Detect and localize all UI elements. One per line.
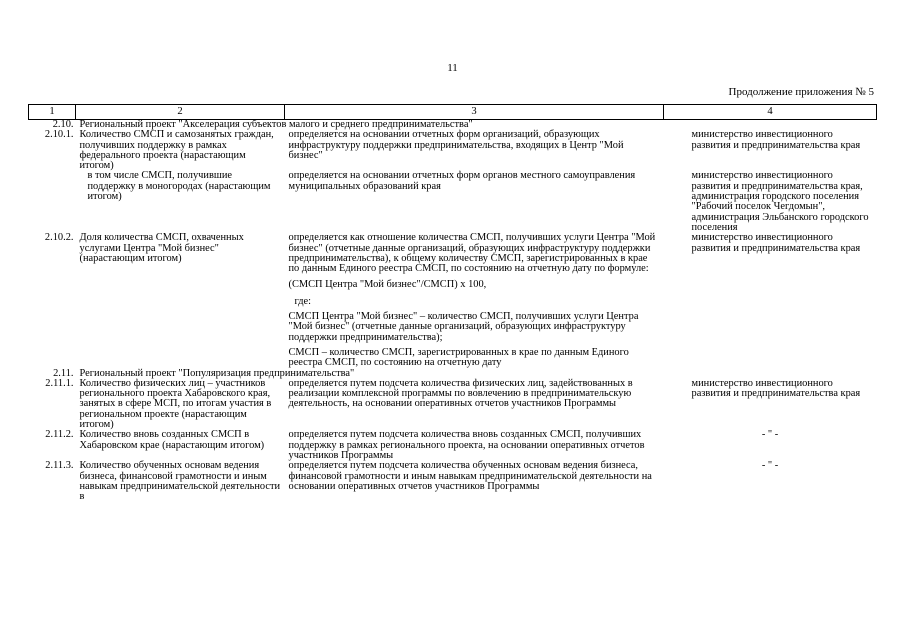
method-definition: СМСП – количество СМСП, зарегистрированных в крае по данным Единого реестра СМСП, по состоянию на отчетную дату bbox=[288, 346, 629, 369]
row-number: 2.10.2. bbox=[44, 232, 74, 244]
method-text: определяется на основании отчетных форм организаций, образующих инфраструктуру поддержки предпринимательства, входящих в Центр "Мой бизнес" bbox=[288, 129, 624, 161]
calculation-method bbox=[285, 379, 664, 430]
method-text: определяется путем подсчета количества вновь созданных СМСП, получивших поддержку в рамках регионального проекта, на основании оперативных отчетов участников Программы bbox=[288, 429, 645, 461]
column-header-3: 3 bbox=[285, 105, 664, 120]
column-header-4: 4 bbox=[664, 105, 877, 120]
table-row bbox=[29, 379, 877, 430]
method-text: определяется на основании отчетных форм органов местного самоуправления муниципальных образований края bbox=[288, 170, 636, 192]
responsible-ditto: - " - bbox=[761, 460, 779, 472]
calculation-method bbox=[285, 430, 664, 461]
row-number bbox=[29, 171, 76, 233]
section-title: Региональный проект "Акселерация субъектов малого и среднего предпринимательства" bbox=[79, 119, 473, 130]
responsible-body: министерство инвестиционного развития и предпринимательства края bbox=[691, 232, 861, 254]
calculation-method bbox=[285, 171, 664, 233]
section-number: 2.11. bbox=[53, 367, 74, 379]
row-number: 2.11.1. bbox=[45, 377, 74, 389]
table-header-row bbox=[29, 105, 877, 120]
indicators-table bbox=[28, 104, 877, 502]
indicator-name: Количество вновь созданных СМСП в Хабаровском крае (нарастающим итогом) bbox=[79, 429, 265, 451]
row-number: 2.10.1. bbox=[44, 129, 74, 141]
responsible-body: министерство инвестиционного развития и предпринимательства края bbox=[691, 377, 861, 400]
method-text: определяется путем подсчета количества физических лиц, задействованных в реализации комплексной программы по вовлечению в предпринимательскую деятельность, на основании оперативных отчетов участников Программы bbox=[288, 377, 633, 410]
method-formula: (СМСП Центра "Мой бизнес"/СМСП) х 100, bbox=[288, 279, 487, 291]
indicator-name: Количество СМСП и самозанятых граждан, получивших поддержку в рамках федерального проекта (нарастающим итогом) bbox=[79, 129, 274, 172]
table-row bbox=[29, 430, 877, 461]
responsible-body: министерство инвестиционного развития и предпринимательства края bbox=[691, 129, 861, 151]
row-number: 2.11.3. bbox=[45, 460, 74, 472]
section-number: 2.10. bbox=[52, 119, 74, 130]
column-header-1: 1 bbox=[29, 105, 76, 120]
method-where: где: bbox=[294, 295, 312, 307]
column-header-2: 2 bbox=[76, 105, 285, 120]
method-text: определяется путем подсчета количества обученных основам ведения бизнеса, финансовой грамотности и иным навыкам предпринимательской деятельности на основании оперативных отчетов участников Программы bbox=[288, 460, 652, 492]
continuation-label: Продолжение приложения № 5 bbox=[728, 86, 874, 98]
method-definition: СМСП Центра "Мой бизнес" – количество СМСП, получивших услуги Центра "Мой бизнес" (отчетные данные организаций, образующих инфраструктуру поддержки предпринимательства); bbox=[288, 311, 639, 343]
row-number: 2.11.2. bbox=[45, 429, 74, 441]
table-row bbox=[29, 130, 877, 171]
method-text: определяется как отношение количества СМСП, получивших услуги Центра "Мой бизнес" (отчетные данные организаций, образующих инфраструктуру поддержки предпринимательства), к общему количеству СМСП, зарегистрированных в крае по данным Единого реестра СМСП, по состоянию на отчетную дату по формуле: bbox=[288, 232, 656, 275]
indicator-name: Доля количества СМСП, охваченных услугами Центра "Мой бизнес" (нарастающим итогом) bbox=[79, 232, 244, 264]
calculation-method bbox=[285, 130, 664, 171]
table-row bbox=[29, 461, 877, 502]
table-row bbox=[29, 233, 877, 368]
section-title: Региональный проект "Популяризация предпринимательства" bbox=[79, 367, 355, 379]
indicator-name: в том числе СМСП, получившие поддержку в моногородах (нарастающим итогом) bbox=[87, 170, 271, 203]
table-row bbox=[29, 171, 877, 233]
responsible-body: министерство инвестиционного развития и предпринимательства края, администрация городского поселения "Рабочий поселок Чегдомын", администрация Эльбанского городского поселения bbox=[691, 170, 869, 233]
indicator-name: Количество обученных основам ведения бизнеса, финансовой грамотности и иным навыкам предпринимательской деятельности в bbox=[79, 460, 281, 503]
responsible-ditto: - " - bbox=[761, 429, 779, 441]
calculation-method bbox=[285, 461, 664, 502]
indicator-name: Количество физических лиц – участников регионального проекта Хабаровского края, занятых в сфере МСП, по итогам участия в региональном проекте (нарастающим итогом) bbox=[79, 377, 272, 431]
calculation-method bbox=[285, 233, 664, 368]
page-number: 11 bbox=[447, 62, 458, 74]
